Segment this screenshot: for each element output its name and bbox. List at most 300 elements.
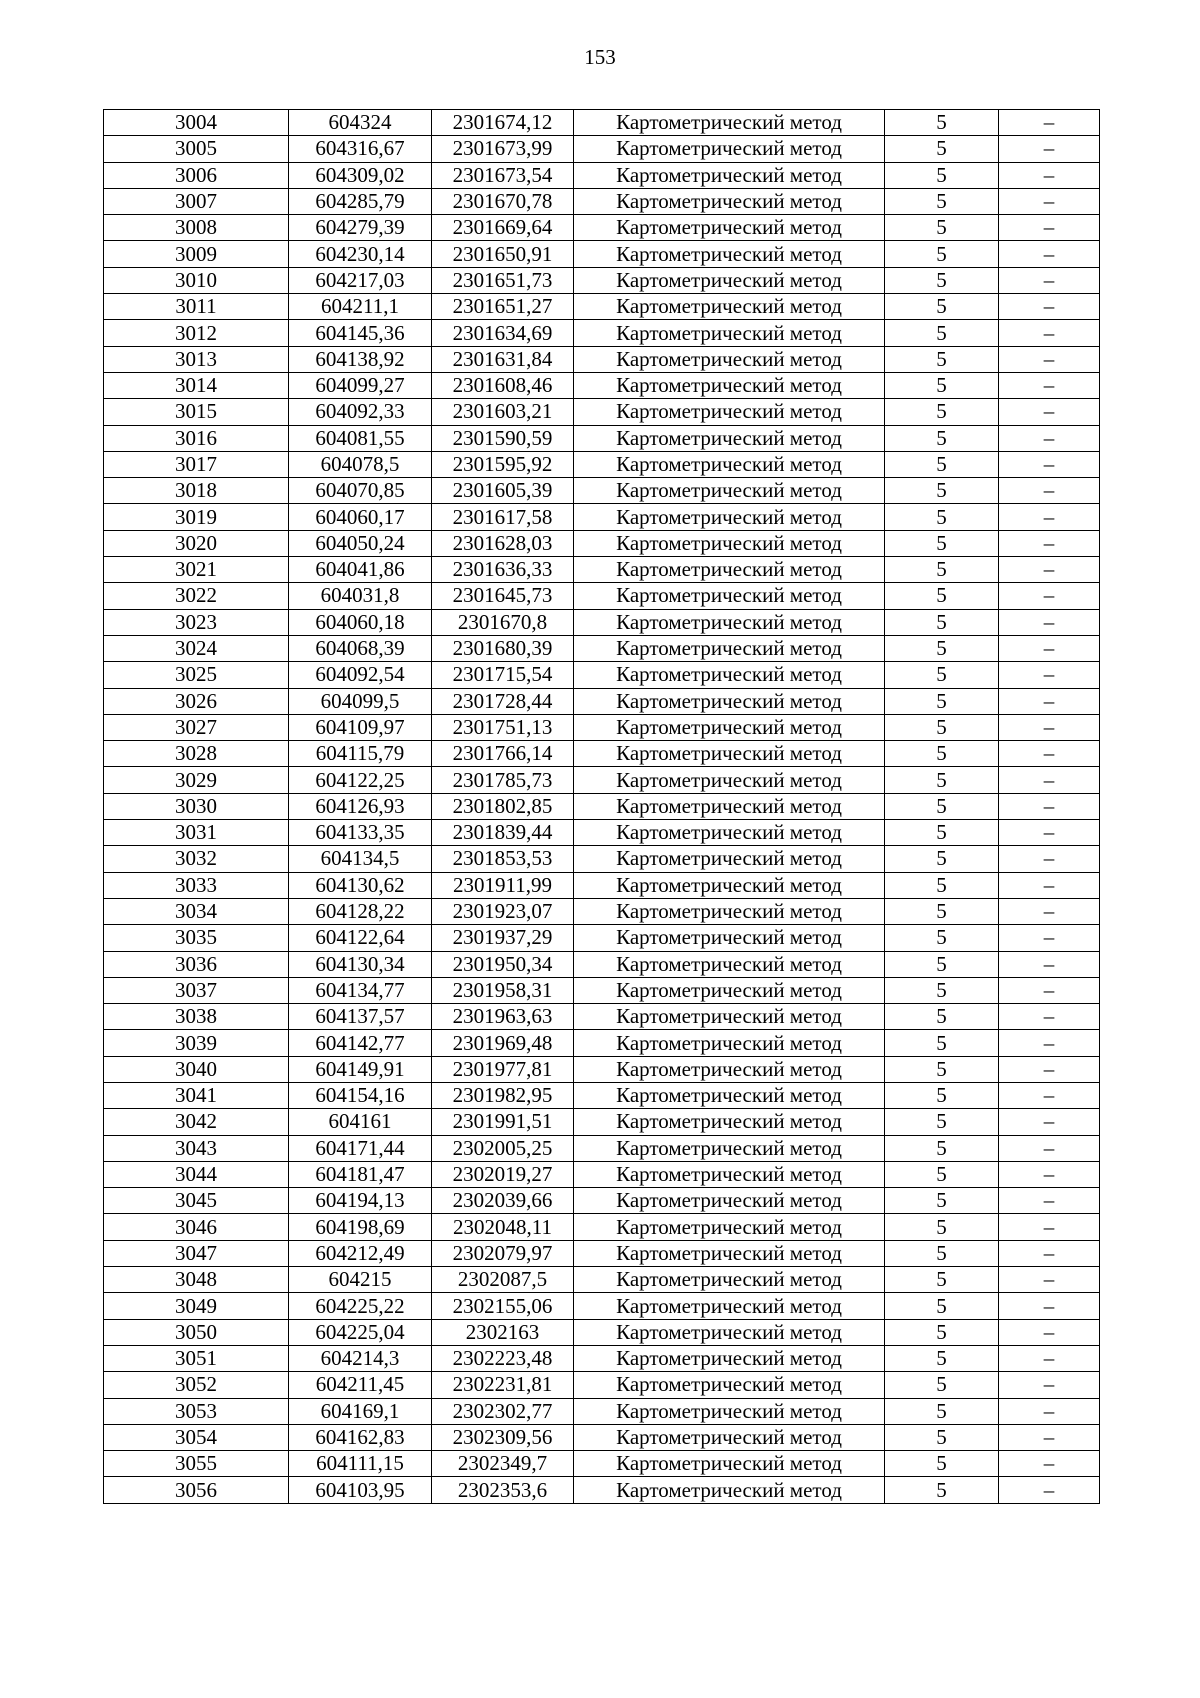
table-row	[104, 451, 1100, 477]
precision-cell: 5	[885, 110, 999, 136]
note-cell: –	[999, 1004, 1100, 1030]
precision-cell: 5	[885, 951, 999, 977]
point-number-cell: 3017	[104, 451, 289, 477]
x-coordinate-cell: 604316,67	[289, 136, 432, 162]
table-row	[104, 951, 1100, 977]
precision-cell: 5	[885, 793, 999, 819]
x-coordinate-cell: 604230,14	[289, 241, 432, 267]
precision-cell: 5	[885, 1319, 999, 1345]
note-cell: –	[999, 635, 1100, 661]
method-cell: Картометрический метод	[574, 583, 885, 609]
note-cell: –	[999, 1293, 1100, 1319]
table-row	[104, 1319, 1100, 1345]
precision-cell: 5	[885, 1004, 999, 1030]
note-cell: –	[999, 741, 1100, 767]
y-coordinate-cell: 2301651,73	[432, 267, 574, 293]
method-cell: Картометрический метод	[574, 1319, 885, 1345]
x-coordinate-cell: 604122,64	[289, 925, 432, 951]
x-coordinate-cell: 604060,17	[289, 504, 432, 530]
precision-cell: 5	[885, 925, 999, 951]
point-number-cell: 3042	[104, 1109, 289, 1135]
table-row	[104, 609, 1100, 635]
method-cell: Картометрический метод	[574, 820, 885, 846]
note-cell: –	[999, 215, 1100, 241]
note-cell: –	[999, 662, 1100, 688]
method-cell: Картометрический метод	[574, 451, 885, 477]
table-row	[104, 110, 1100, 136]
method-cell: Картометрический метод	[574, 1345, 885, 1371]
table-row	[104, 1056, 1100, 1082]
precision-cell: 5	[885, 162, 999, 188]
note-cell: –	[999, 767, 1100, 793]
precision-cell: 5	[885, 136, 999, 162]
x-coordinate-cell: 604134,5	[289, 846, 432, 872]
point-number-cell: 3032	[104, 846, 289, 872]
table-row	[104, 557, 1100, 583]
precision-cell: 5	[885, 1161, 999, 1187]
method-cell: Картометрический метод	[574, 1161, 885, 1187]
method-cell: Картометрический метод	[574, 1424, 885, 1450]
y-coordinate-cell: 2301617,58	[432, 504, 574, 530]
table-row	[104, 1214, 1100, 1240]
x-coordinate-cell: 604211,45	[289, 1372, 432, 1398]
y-coordinate-cell: 2301673,99	[432, 136, 574, 162]
method-cell: Картометрический метод	[574, 688, 885, 714]
method-cell: Картометрический метод	[574, 714, 885, 740]
note-cell: –	[999, 925, 1100, 951]
y-coordinate-cell: 2301634,69	[432, 320, 574, 346]
y-coordinate-cell: 2301911,99	[432, 872, 574, 898]
method-cell: Картометрический метод	[574, 557, 885, 583]
x-coordinate-cell: 604050,24	[289, 530, 432, 556]
x-coordinate-cell: 604092,33	[289, 399, 432, 425]
note-cell: –	[999, 267, 1100, 293]
y-coordinate-cell: 2301673,54	[432, 162, 574, 188]
point-number-cell: 3028	[104, 741, 289, 767]
x-coordinate-cell: 604041,86	[289, 557, 432, 583]
note-cell: –	[999, 898, 1100, 924]
note-cell: –	[999, 136, 1100, 162]
precision-cell: 5	[885, 898, 999, 924]
precision-cell: 5	[885, 662, 999, 688]
method-cell: Картометрический метод	[574, 1214, 885, 1240]
point-number-cell: 3027	[104, 714, 289, 740]
point-number-cell: 3046	[104, 1214, 289, 1240]
x-coordinate-cell: 604145,36	[289, 320, 432, 346]
table-row	[104, 714, 1100, 740]
point-number-cell: 3048	[104, 1267, 289, 1293]
x-coordinate-cell: 604215	[289, 1267, 432, 1293]
method-cell: Картометрический метод	[574, 1398, 885, 1424]
point-number-cell: 3005	[104, 136, 289, 162]
method-cell: Картометрический метод	[574, 1451, 885, 1477]
x-coordinate-cell: 604161	[289, 1109, 432, 1135]
method-cell: Картометрический метод	[574, 1109, 885, 1135]
precision-cell: 5	[885, 714, 999, 740]
y-coordinate-cell: 2301670,8	[432, 609, 574, 635]
x-coordinate-cell: 604115,79	[289, 741, 432, 767]
precision-cell: 5	[885, 609, 999, 635]
point-number-cell: 3039	[104, 1030, 289, 1056]
precision-cell: 5	[885, 188, 999, 214]
x-coordinate-cell: 604279,39	[289, 215, 432, 241]
x-coordinate-cell: 604171,44	[289, 1135, 432, 1161]
table-row	[104, 741, 1100, 767]
x-coordinate-cell: 604212,49	[289, 1240, 432, 1266]
method-cell: Картометрический метод	[574, 478, 885, 504]
x-coordinate-cell: 604130,34	[289, 951, 432, 977]
point-number-cell: 3053	[104, 1398, 289, 1424]
point-number-cell: 3049	[104, 1293, 289, 1319]
x-coordinate-cell: 604126,93	[289, 793, 432, 819]
note-cell: –	[999, 1372, 1100, 1398]
y-coordinate-cell: 2301603,21	[432, 399, 574, 425]
precision-cell: 5	[885, 1372, 999, 1398]
y-coordinate-cell: 2301636,33	[432, 557, 574, 583]
note-cell: –	[999, 399, 1100, 425]
y-coordinate-cell: 2302223,48	[432, 1345, 574, 1371]
table-row	[104, 1398, 1100, 1424]
point-number-cell: 3010	[104, 267, 289, 293]
table-row	[104, 1188, 1100, 1214]
note-cell: –	[999, 1345, 1100, 1371]
x-coordinate-cell: 604142,77	[289, 1030, 432, 1056]
note-cell: –	[999, 1030, 1100, 1056]
x-coordinate-cell: 604285,79	[289, 188, 432, 214]
point-number-cell: 3036	[104, 951, 289, 977]
table-row	[104, 793, 1100, 819]
point-number-cell: 3009	[104, 241, 289, 267]
note-cell: –	[999, 977, 1100, 1003]
method-cell: Картометрический метод	[574, 241, 885, 267]
y-coordinate-cell: 2302019,27	[432, 1161, 574, 1187]
point-number-cell: 3007	[104, 188, 289, 214]
point-number-cell: 3051	[104, 1345, 289, 1371]
precision-cell: 5	[885, 1240, 999, 1266]
x-coordinate-cell: 604162,83	[289, 1424, 432, 1450]
y-coordinate-cell: 2301969,48	[432, 1030, 574, 1056]
y-coordinate-cell: 2301785,73	[432, 767, 574, 793]
x-coordinate-cell: 604103,95	[289, 1477, 432, 1503]
x-coordinate-cell: 604225,04	[289, 1319, 432, 1345]
y-coordinate-cell: 2302079,97	[432, 1240, 574, 1266]
table-row	[104, 294, 1100, 320]
y-coordinate-cell: 2302353,6	[432, 1477, 574, 1503]
point-number-cell: 3022	[104, 583, 289, 609]
method-cell: Картометрический метод	[574, 741, 885, 767]
precision-cell: 5	[885, 1188, 999, 1214]
y-coordinate-cell: 2302349,7	[432, 1451, 574, 1477]
x-coordinate-cell: 604078,5	[289, 451, 432, 477]
method-cell: Картометрический метод	[574, 399, 885, 425]
method-cell: Картометрический метод	[574, 1082, 885, 1108]
note-cell: –	[999, 162, 1100, 188]
x-coordinate-cell: 604068,39	[289, 635, 432, 661]
precision-cell: 5	[885, 215, 999, 241]
method-cell: Картометрический метод	[574, 951, 885, 977]
table-row	[104, 241, 1100, 267]
point-number-cell: 3052	[104, 1372, 289, 1398]
note-cell: –	[999, 1267, 1100, 1293]
note-cell: –	[999, 1398, 1100, 1424]
y-coordinate-cell: 2301628,03	[432, 530, 574, 556]
y-coordinate-cell: 2301680,39	[432, 635, 574, 661]
x-coordinate-cell: 604194,13	[289, 1188, 432, 1214]
note-cell: –	[999, 241, 1100, 267]
method-cell: Картометрический метод	[574, 846, 885, 872]
point-number-cell: 3038	[104, 1004, 289, 1030]
point-number-cell: 3013	[104, 346, 289, 372]
method-cell: Картометрический метод	[574, 188, 885, 214]
note-cell: –	[999, 1161, 1100, 1187]
precision-cell: 5	[885, 977, 999, 1003]
note-cell: –	[999, 451, 1100, 477]
x-coordinate-cell: 604128,22	[289, 898, 432, 924]
precision-cell: 5	[885, 451, 999, 477]
method-cell: Картометрический метод	[574, 215, 885, 241]
y-coordinate-cell: 2302163	[432, 1319, 574, 1345]
table-row	[104, 346, 1100, 372]
x-coordinate-cell: 604070,85	[289, 478, 432, 504]
precision-cell: 5	[885, 741, 999, 767]
table-row	[104, 1161, 1100, 1187]
note-cell: –	[999, 372, 1100, 398]
method-cell: Картометрический метод	[574, 898, 885, 924]
y-coordinate-cell: 2301650,91	[432, 241, 574, 267]
precision-cell: 5	[885, 267, 999, 293]
y-coordinate-cell: 2301991,51	[432, 1109, 574, 1135]
precision-cell: 5	[885, 846, 999, 872]
point-number-cell: 3015	[104, 399, 289, 425]
point-number-cell: 3041	[104, 1082, 289, 1108]
x-coordinate-cell: 604099,27	[289, 372, 432, 398]
table-row	[104, 767, 1100, 793]
table-row	[104, 1267, 1100, 1293]
method-cell: Картометрический метод	[574, 504, 885, 530]
table-row	[104, 425, 1100, 451]
y-coordinate-cell: 2302005,25	[432, 1135, 574, 1161]
y-coordinate-cell: 2301977,81	[432, 1056, 574, 1082]
method-cell: Картометрический метод	[574, 977, 885, 1003]
y-coordinate-cell: 2301605,39	[432, 478, 574, 504]
precision-cell: 5	[885, 425, 999, 451]
note-cell: –	[999, 346, 1100, 372]
y-coordinate-cell: 2301958,31	[432, 977, 574, 1003]
note-cell: –	[999, 425, 1100, 451]
x-coordinate-cell: 604154,16	[289, 1082, 432, 1108]
y-coordinate-cell: 2302309,56	[432, 1424, 574, 1450]
method-cell: Картометрический метод	[574, 110, 885, 136]
note-cell: –	[999, 294, 1100, 320]
table-row	[104, 898, 1100, 924]
precision-cell: 5	[885, 1424, 999, 1450]
note-cell: –	[999, 320, 1100, 346]
point-number-cell: 3023	[104, 609, 289, 635]
x-coordinate-cell: 604099,5	[289, 688, 432, 714]
point-number-cell: 3012	[104, 320, 289, 346]
x-coordinate-cell: 604198,69	[289, 1214, 432, 1240]
precision-cell: 5	[885, 294, 999, 320]
table-row	[104, 1451, 1100, 1477]
table-row	[104, 1109, 1100, 1135]
note-cell: –	[999, 478, 1100, 504]
method-cell: Картометрический метод	[574, 767, 885, 793]
precision-cell: 5	[885, 504, 999, 530]
method-cell: Картометрический метод	[574, 530, 885, 556]
point-number-cell: 3020	[104, 530, 289, 556]
method-cell: Картометрический метод	[574, 662, 885, 688]
method-cell: Картометрический метод	[574, 1267, 885, 1293]
note-cell: –	[999, 951, 1100, 977]
table-row	[104, 925, 1100, 951]
y-coordinate-cell: 2302087,5	[432, 1267, 574, 1293]
precision-cell: 5	[885, 1267, 999, 1293]
page-number: 153	[584, 45, 616, 69]
x-coordinate-cell: 604111,15	[289, 1451, 432, 1477]
y-coordinate-cell: 2301982,95	[432, 1082, 574, 1108]
y-coordinate-cell: 2301590,59	[432, 425, 574, 451]
table-row	[104, 188, 1100, 214]
note-cell: –	[999, 583, 1100, 609]
precision-cell: 5	[885, 557, 999, 583]
note-cell: –	[999, 793, 1100, 819]
table-row	[104, 1372, 1100, 1398]
coordinates-table	[103, 109, 1100, 1504]
y-coordinate-cell: 2302231,81	[432, 1372, 574, 1398]
precision-cell: 5	[885, 346, 999, 372]
table-row	[104, 1004, 1100, 1030]
method-cell: Картометрический метод	[574, 136, 885, 162]
table-row	[104, 820, 1100, 846]
point-number-cell: 3014	[104, 372, 289, 398]
point-number-cell: 3045	[104, 1188, 289, 1214]
method-cell: Картометрический метод	[574, 1188, 885, 1214]
coordinates-table-body	[104, 110, 1100, 1504]
method-cell: Картометрический метод	[574, 1135, 885, 1161]
x-coordinate-cell: 604214,3	[289, 1345, 432, 1371]
method-cell: Картометрический метод	[574, 294, 885, 320]
method-cell: Картометрический метод	[574, 1372, 885, 1398]
note-cell: –	[999, 1477, 1100, 1503]
y-coordinate-cell: 2301674,12	[432, 110, 574, 136]
point-number-cell: 3026	[104, 688, 289, 714]
y-coordinate-cell: 2301728,44	[432, 688, 574, 714]
note-cell: –	[999, 1424, 1100, 1450]
note-cell: –	[999, 1109, 1100, 1135]
method-cell: Картометрический метод	[574, 925, 885, 951]
y-coordinate-cell: 2301839,44	[432, 820, 574, 846]
precision-cell: 5	[885, 1293, 999, 1319]
method-cell: Картометрический метод	[574, 425, 885, 451]
precision-cell: 5	[885, 688, 999, 714]
note-cell: –	[999, 557, 1100, 583]
precision-cell: 5	[885, 1109, 999, 1135]
note-cell: –	[999, 1451, 1100, 1477]
precision-cell: 5	[885, 1030, 999, 1056]
point-number-cell: 3004	[104, 110, 289, 136]
table-row	[104, 162, 1100, 188]
table-row	[104, 1135, 1100, 1161]
precision-cell: 5	[885, 372, 999, 398]
note-cell: –	[999, 609, 1100, 635]
y-coordinate-cell: 2301937,29	[432, 925, 574, 951]
x-coordinate-cell: 604081,55	[289, 425, 432, 451]
point-number-cell: 3018	[104, 478, 289, 504]
x-coordinate-cell: 604169,1	[289, 1398, 432, 1424]
x-coordinate-cell: 604211,1	[289, 294, 432, 320]
method-cell: Картометрический метод	[574, 320, 885, 346]
precision-cell: 5	[885, 399, 999, 425]
precision-cell: 5	[885, 241, 999, 267]
precision-cell: 5	[885, 320, 999, 346]
table-row	[104, 1240, 1100, 1266]
note-cell: –	[999, 530, 1100, 556]
point-number-cell: 3008	[104, 215, 289, 241]
precision-cell: 5	[885, 1477, 999, 1503]
method-cell: Картометрический метод	[574, 1030, 885, 1056]
table-row	[104, 1345, 1100, 1371]
precision-cell: 5	[885, 1451, 999, 1477]
x-coordinate-cell: 604134,77	[289, 977, 432, 1003]
x-coordinate-cell: 604130,62	[289, 872, 432, 898]
point-number-cell: 3029	[104, 767, 289, 793]
note-cell: –	[999, 504, 1100, 530]
point-number-cell: 3006	[104, 162, 289, 188]
y-coordinate-cell: 2302048,11	[432, 1214, 574, 1240]
precision-cell: 5	[885, 820, 999, 846]
method-cell: Картометрический метод	[574, 609, 885, 635]
note-cell: –	[999, 820, 1100, 846]
point-number-cell: 3033	[104, 872, 289, 898]
note-cell: –	[999, 688, 1100, 714]
method-cell: Картометрический метод	[574, 1056, 885, 1082]
table-row	[104, 1082, 1100, 1108]
point-number-cell: 3044	[104, 1161, 289, 1187]
method-cell: Картометрический метод	[574, 1293, 885, 1319]
note-cell: –	[999, 110, 1100, 136]
table-row	[104, 662, 1100, 688]
y-coordinate-cell: 2301715,54	[432, 662, 574, 688]
note-cell: –	[999, 1319, 1100, 1345]
point-number-cell: 3025	[104, 662, 289, 688]
table-row	[104, 320, 1100, 346]
x-coordinate-cell: 604122,25	[289, 767, 432, 793]
point-number-cell: 3011	[104, 294, 289, 320]
point-number-cell: 3019	[104, 504, 289, 530]
precision-cell: 5	[885, 478, 999, 504]
x-coordinate-cell: 604133,35	[289, 820, 432, 846]
point-number-cell: 3037	[104, 977, 289, 1003]
precision-cell: 5	[885, 872, 999, 898]
point-number-cell: 3043	[104, 1135, 289, 1161]
table-row	[104, 267, 1100, 293]
table-row	[104, 872, 1100, 898]
method-cell: Картометрический метод	[574, 793, 885, 819]
x-coordinate-cell: 604324	[289, 110, 432, 136]
point-number-cell: 3021	[104, 557, 289, 583]
precision-cell: 5	[885, 1082, 999, 1108]
precision-cell: 5	[885, 1056, 999, 1082]
y-coordinate-cell: 2301802,85	[432, 793, 574, 819]
method-cell: Картометрический метод	[574, 346, 885, 372]
note-cell: –	[999, 188, 1100, 214]
y-coordinate-cell: 2302039,66	[432, 1188, 574, 1214]
table-row	[104, 635, 1100, 661]
x-coordinate-cell: 604138,92	[289, 346, 432, 372]
y-coordinate-cell: 2301631,84	[432, 346, 574, 372]
x-coordinate-cell: 604109,97	[289, 714, 432, 740]
y-coordinate-cell: 2301963,63	[432, 1004, 574, 1030]
